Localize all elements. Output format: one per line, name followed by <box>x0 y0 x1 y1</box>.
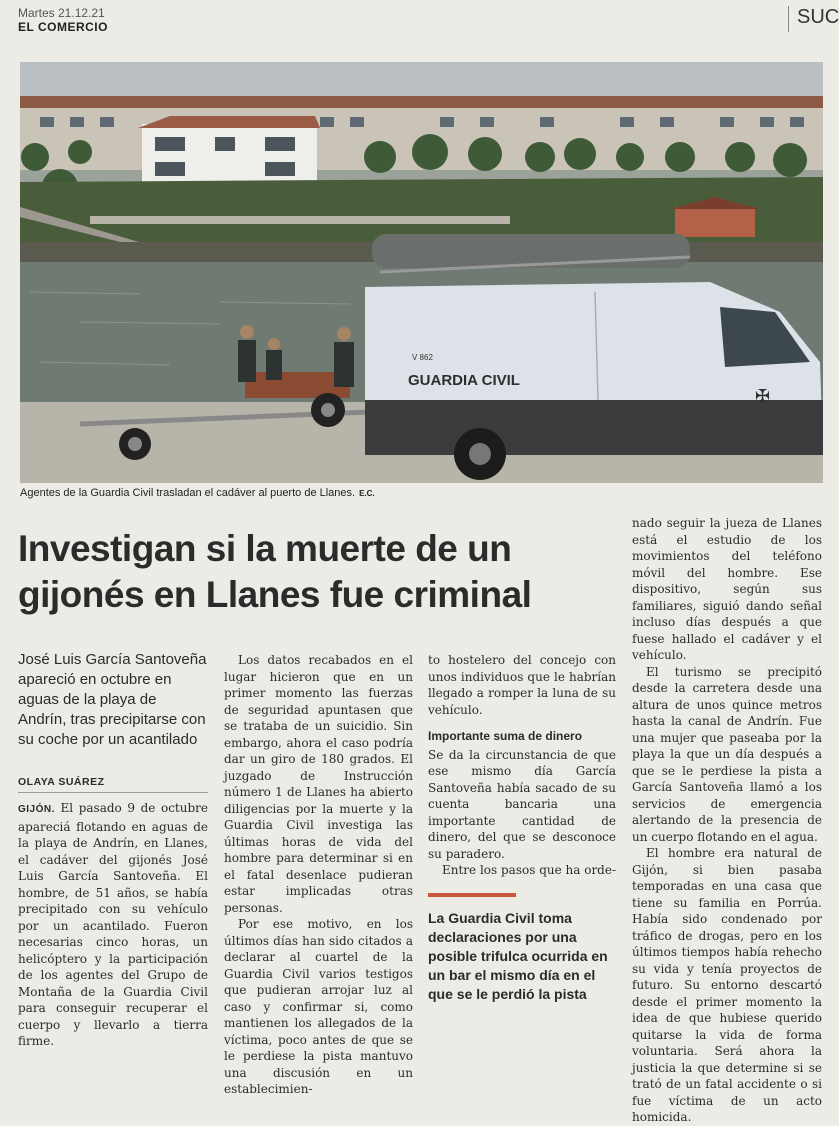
section-subtitle: Importante suma de dinero <box>428 729 583 743</box>
column-3 <box>428 652 616 1004</box>
van-livery-text: GUARDIA CIVIL <box>408 372 520 389</box>
article-subhead: José Luis García Santoveña apareció en octubre en aguas de la playa de Andrín, tras precipitarse con su coche por un acantilado <box>18 651 207 748</box>
paragraph: Entre los pasos que ha orde- <box>442 863 617 877</box>
column-1 <box>18 800 208 1050</box>
emblem-icon: ✠ <box>755 386 771 407</box>
section-label: SUC <box>788 6 838 32</box>
dateline: GIJÓN. <box>18 804 55 815</box>
publication-name: EL COMERCIO <box>18 20 108 34</box>
column-4 <box>632 515 822 1126</box>
photo-credit: E.C. <box>359 489 375 498</box>
paragraph: Se da la circunstancia de que ese mismo día García Santoveña había sacado de su cuenta bancaria una importante cantidad de dinero, del que se desconoce su paradero. <box>428 747 616 861</box>
article-headline: Investigan si la muerte de un gijonés en Llanes fue criminal <box>18 528 532 615</box>
news-photo <box>20 62 823 483</box>
paragraph: nado seguir la jueza de Llanes está el estudio de los movimientos del teléfono móvil del hombre. Ese dispositivo, según sus familiares, siguió dando señal incluso días después a que fuese hallado el cadáver y el vehículo. <box>632 516 822 662</box>
paragraph: GIJÓN. El pasado 9 de octubre apareciá flotando en aguas de la playa de Andrín, en Llanes, el cadáver del gijonés José Luis García Santoveña. El hombre, de 51 años, se había precipitado con su vehículo por un acantilado. Fueron necesarias cinco horas, un helicóptero y la participación de los agentes del Grupo de Montaña de la Guardia Civil para conseguir recuperar el cuerpo y llevarlo a tierra firme. <box>18 801 208 1048</box>
paragraph: Por ese motivo, en los últimos días han sido citados a declarar al cuartel de la Guardia Civil varios testigos que pudieran arrojar luz al caso y confirmar si, como mantienen los allegados de la víctima, poco antes de que se le perdiese la pista mantuvo una discusión en un establecimien- <box>224 917 413 1096</box>
page-header <box>18 6 108 34</box>
issue-date: Martes 21.12.21 <box>18 6 105 20</box>
paragraph: to hostelero del concejo con unos individuos que le habrían llegado a romper la luna de su vehículo. <box>428 653 616 717</box>
column-2 <box>224 652 413 1098</box>
photo-caption <box>20 487 620 499</box>
caption-text: Agentes de la Guardia Civil trasladan el cadáver al puerto de Llanes. <box>20 487 356 499</box>
paragraph: El turismo se precipitó desde la carretera desde una altura de unos quince metros hasta la canal de Andrín. Fue una mujer que paseaba por la playa la que un día después a que se le perdiese la pista a García Santoveña llamó a los servicios de emergencia alertando de la presencia de un cuerpo flotando en el agua. <box>632 664 822 844</box>
author-byline: OLAYA SUÁREZ <box>18 776 208 793</box>
pullquote: La Guardia Civil toma declaraciones por una posible trifulca ocurrida en un bar el mismo día en el que se le perdió la pista <box>428 909 608 1002</box>
van-number: V 862 <box>412 353 433 362</box>
paragraph: Los datos recabados en el lugar hicieron que en un primer momento las fuerzas de seguridad apuntasen que se trataba de un suicidio. Sin embargo, ahora el caso podría dar un giro de 180 grados. El juzgado de Instrucción número 1 de Llanes ha abierto diligencias por la muerte y la Guardia Civil investiga las últimas horas de vida del hombre para determinar si en el fatal desenlace pudieran estar implicadas otras personas. <box>224 653 413 915</box>
paragraph: El hombre era natural de Gijón, si bien pasaba temporadas en una casa que tiene su familia en Porrúa. Había sido condenado por tráfico de drogas, pero en los últimos tiempos había rehecho su vida y tenía proyectos de futuro. Su entorno descartó desde el primer momento la idea de que hubiese querido quitarse la vida de forma voluntaria. Será ahora la justicia la que determine si se trató de un fatal accidente o si fue víctima de un acto homicida. <box>632 846 822 1124</box>
pullquote-accent-bar <box>428 893 516 897</box>
